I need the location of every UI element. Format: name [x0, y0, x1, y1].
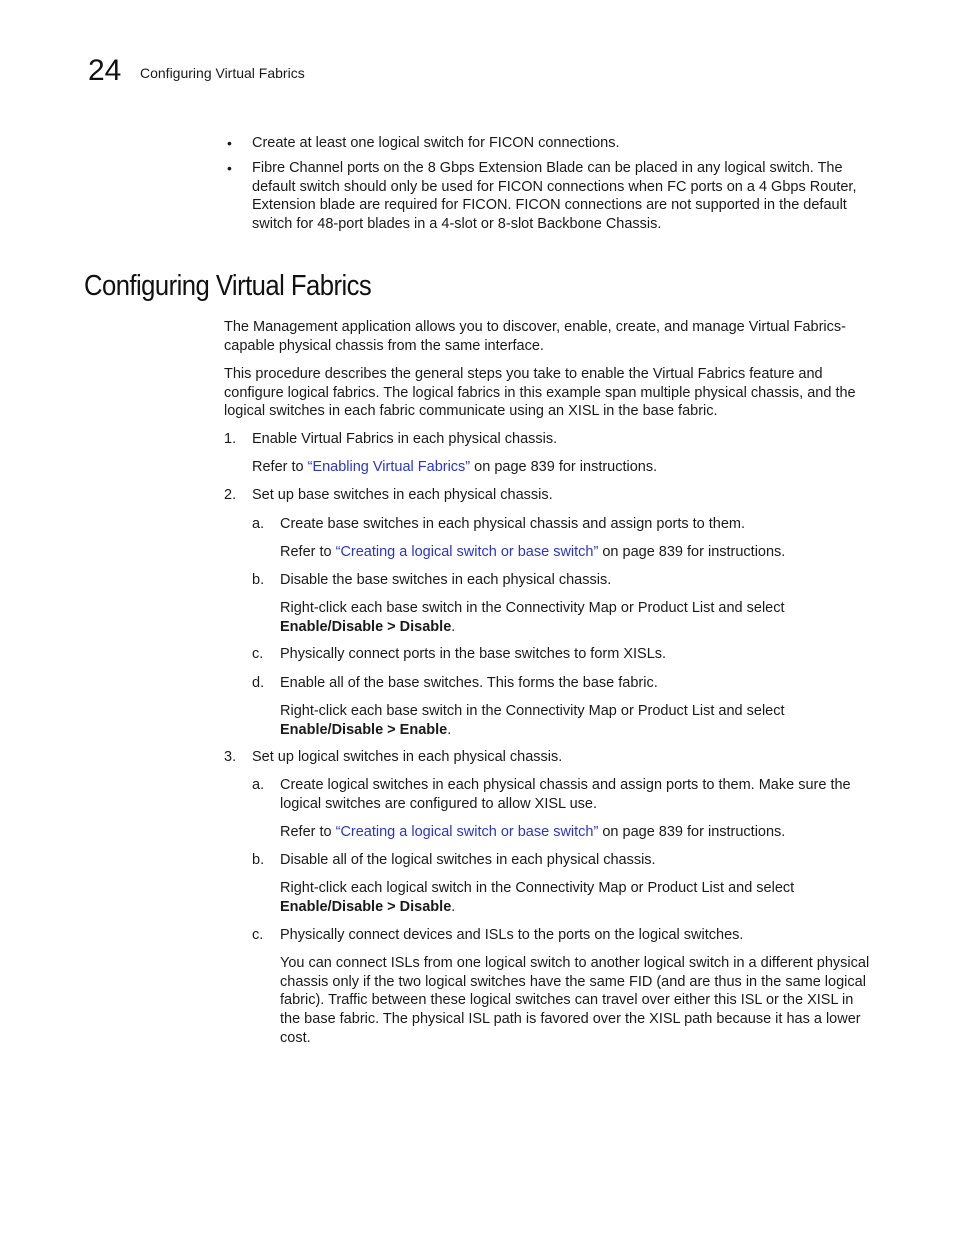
substep-note — [280, 599, 840, 636]
link-creating-logical-switch[interactable]: “Creating a logical switch or base switch” — [335, 824, 599, 840]
substep-text: Physically connect ports in the base switches to form XISLs. — [280, 646, 667, 662]
step-reference — [252, 458, 872, 477]
note-text: Right-click each base switch in the Connectivity Map or Product List and select — [280, 600, 785, 616]
note-suffix: . — [451, 618, 456, 635]
refer-suffix: on page 839 for instructions. — [598, 824, 786, 840]
step-text: Set up logical switches in each physical chassis. — [252, 749, 563, 765]
substep-text: Physically connect devices and ISLs to the ports on the logical switches. — [280, 927, 744, 943]
refer-prefix: Refer to — [280, 824, 336, 840]
substep-letter: c. — [252, 646, 264, 662]
refer-prefix: Refer to — [252, 459, 308, 475]
substep-text: Disable the base switches in each physical chassis. — [280, 572, 612, 588]
substep-text: Create base switches in each physical chassis and assign ports to them. — [280, 516, 746, 532]
substep-letter: b. — [252, 852, 265, 868]
refer-prefix: Refer to — [280, 544, 336, 560]
menu-path: Enable/Disable > Disable — [280, 898, 452, 915]
note-suffix: . — [451, 898, 456, 915]
bullet-dot: • — [227, 160, 232, 176]
link-creating-logical-switch[interactable]: “Creating a logical switch or base switch” — [335, 544, 599, 560]
step-text: Enable Virtual Fabrics in each physical chassis. — [252, 431, 558, 447]
substep-letter: a. — [252, 516, 265, 532]
refer-suffix: on page 839 for instructions. — [470, 459, 658, 475]
intro-paragraph: The Management application allows you to discover, enable, create, and manage Virtual Fabrics-capable physical chassis from the same interface. — [224, 319, 846, 354]
substep-letter: a. — [252, 777, 265, 793]
running-header-title: Configuring Virtual Fabrics — [140, 65, 305, 81]
chapter-number: 24 — [88, 54, 122, 87]
bullet-dot: • — [227, 135, 232, 151]
substep-note — [280, 879, 850, 916]
substep-reference — [280, 823, 872, 842]
link-enabling-virtual-fabrics[interactable]: “Enabling Virtual Fabrics” — [307, 459, 471, 475]
substep-reference — [280, 543, 872, 562]
refer-suffix: on page 839 for instructions. — [598, 544, 786, 560]
substep-letter: b. — [252, 572, 265, 588]
substep-note — [280, 702, 840, 739]
bullet-item: Create at least one logical switch for FICON connections. — [252, 135, 620, 151]
intro-paragraph: This procedure describes the general steps you take to enable the Virtual Fabrics feature and configure logical fabrics. The logical fabrics in this example span multiple physical chassis, and the logical switches in each fabric communicate using an XISL in the base fabric. — [224, 366, 856, 420]
step-number: 3. — [224, 749, 237, 765]
menu-path: Enable/Disable > Disable — [280, 618, 452, 635]
section-title: Configuring Virtual Fabrics — [84, 270, 372, 302]
note-suffix: . — [447, 721, 452, 738]
note-text: Right-click each base switch in the Connectivity Map or Product List and select — [280, 703, 785, 719]
substep-text: Create logical switches in each physical chassis and assign ports to them. Make sure the logical switches are configured to allow XISL use. — [280, 777, 851, 812]
bullet-item: Fibre Channel ports on the 8 Gbps Extension Blade can be placed in any logical switch. The default switch should only be used for FICON connections when FC ports on a 4 Gbps Router, Extension blade are required for FICON. FICON connections are not supported in the default switch for 48-port blades in a 4-slot or 8-slot Backbone Chassis. — [252, 160, 857, 233]
substep-letter: c. — [252, 927, 264, 943]
substep-detail: You can connect ISLs from one logical switch to another logical switch in a different physical chassis only if the two logical switches have the same FID (and are thus in the same logical fabric). Traffic between these logical switches can travel over either this ISL or the XISL in the base fabric. The physical ISL path is favored over the XISL path because it has a lower cost. — [280, 955, 870, 1046]
step-number: 1. — [224, 431, 237, 447]
step-number: 2. — [224, 487, 237, 503]
note-text: Right-click each logical switch in the Connectivity Map or Product List and select — [280, 880, 795, 896]
menu-path: Enable/Disable > Enable — [280, 721, 448, 738]
step-text: Set up base switches in each physical chassis. — [252, 487, 553, 503]
substep-letter: d. — [252, 675, 265, 691]
substep-text: Disable all of the logical switches in each physical chassis. — [280, 852, 656, 868]
substep-text: Enable all of the base switches. This forms the base fabric. — [280, 675, 658, 691]
